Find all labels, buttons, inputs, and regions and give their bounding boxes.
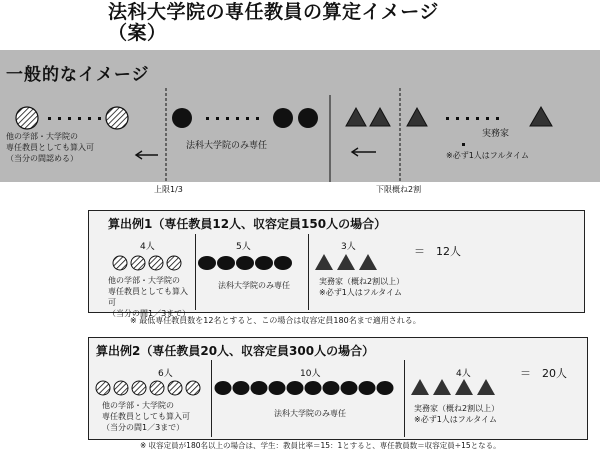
example2-prac-text: [414, 403, 499, 425]
text-line: ※必ず1人はフルタイム: [319, 288, 402, 297]
example1-count-other: 4人: [140, 242, 155, 252]
hatched-circle-icon: [96, 381, 110, 395]
text-line: （当分の間1／3まで）: [102, 423, 185, 432]
example2-count-prac: 4人: [456, 369, 471, 379]
upper-limit-label: 上限1/3: [154, 185, 183, 194]
lower-limit-label: 下限概ね2割: [376, 185, 422, 194]
example1-total: ＝ 12人: [414, 245, 461, 258]
general-practitioner-text: 実務家: [482, 129, 510, 139]
text-line: ※必ず1人はフルタイム: [414, 415, 497, 424]
black-circle-icon: [233, 381, 250, 395]
hatched-circle-icon: [150, 381, 164, 395]
text-line: 他の学部・大学院の: [6, 132, 78, 141]
general-law-only-text: 法科大学院のみ専任: [186, 141, 268, 151]
triangle-icon: [455, 379, 473, 395]
text-line: （当分の間1／3まで）: [108, 309, 191, 318]
black-circle-icon: [323, 381, 340, 395]
example2-total: ＝ 20人: [520, 367, 567, 380]
black-circle-icon: [269, 381, 286, 395]
text-line: 専任教員としても算入可: [102, 412, 190, 421]
text-line: （当分の間認める）: [6, 154, 78, 163]
example2-count-other: 6人: [158, 369, 173, 379]
black-circle-icon: [251, 381, 268, 395]
general-heading: 一般的なイメージ: [6, 65, 150, 85]
text-line: 他の学部・大学院の: [102, 401, 174, 410]
example2-title: 算出例2（専任教員20人、収容定員300人の場合）: [96, 344, 375, 358]
text-line: 実務家（概ね2割以上）: [414, 404, 500, 413]
example1-count-law: 5人: [236, 242, 251, 252]
triangle-icon: [433, 379, 451, 395]
triangle-icon: [477, 379, 495, 395]
hatched-circle-icon: [114, 381, 128, 395]
text-line: 専任教員としても算入可: [6, 143, 94, 152]
title-line2: （案）: [108, 22, 167, 44]
black-circle-icon: [287, 381, 304, 395]
black-circle-icon: [341, 381, 358, 395]
example1-title: 算出例1（専任教員12人、収容定員150人の場合）: [108, 217, 387, 231]
hatched-circle-icon: [186, 381, 200, 395]
black-circle-icon: [359, 381, 376, 395]
example2-count-law: 10人: [300, 369, 321, 379]
text-line: 他の学部・大学院の: [108, 276, 180, 285]
example1-law-text: 法科大学院のみ専任: [218, 281, 290, 290]
hatched-circle-icon: [168, 381, 182, 395]
title-line1: 法科大学院の専任教員の算定イメージ: [108, 1, 439, 23]
general-practitioner-note: ※必ず1人はフルタイム: [446, 151, 529, 160]
example1-note: ※ 最低専任教員数を12名とすると、この場合は収容定員180名まで適用される。: [130, 316, 421, 325]
example2-other-text: [102, 400, 208, 433]
example2-law-text: 法科大学院のみ専任: [274, 409, 346, 418]
black-circle-icon: [377, 381, 394, 395]
text-line: 実務家（概ね2割以上）: [319, 277, 405, 286]
black-circle-icon: [305, 381, 322, 395]
text-line: 専任教員としても算入可: [108, 287, 188, 307]
triangle-icon: [411, 379, 429, 395]
example2-note: ※ 収容定員が180名以上の場合は、学生：教員比率＝15：1とすると、専任教員数＝収容定員÷15となる。: [140, 441, 501, 450]
example1-count-prac: 3人: [341, 242, 356, 252]
hatched-circle-icon: [132, 381, 146, 395]
black-circle-icon: [215, 381, 232, 395]
